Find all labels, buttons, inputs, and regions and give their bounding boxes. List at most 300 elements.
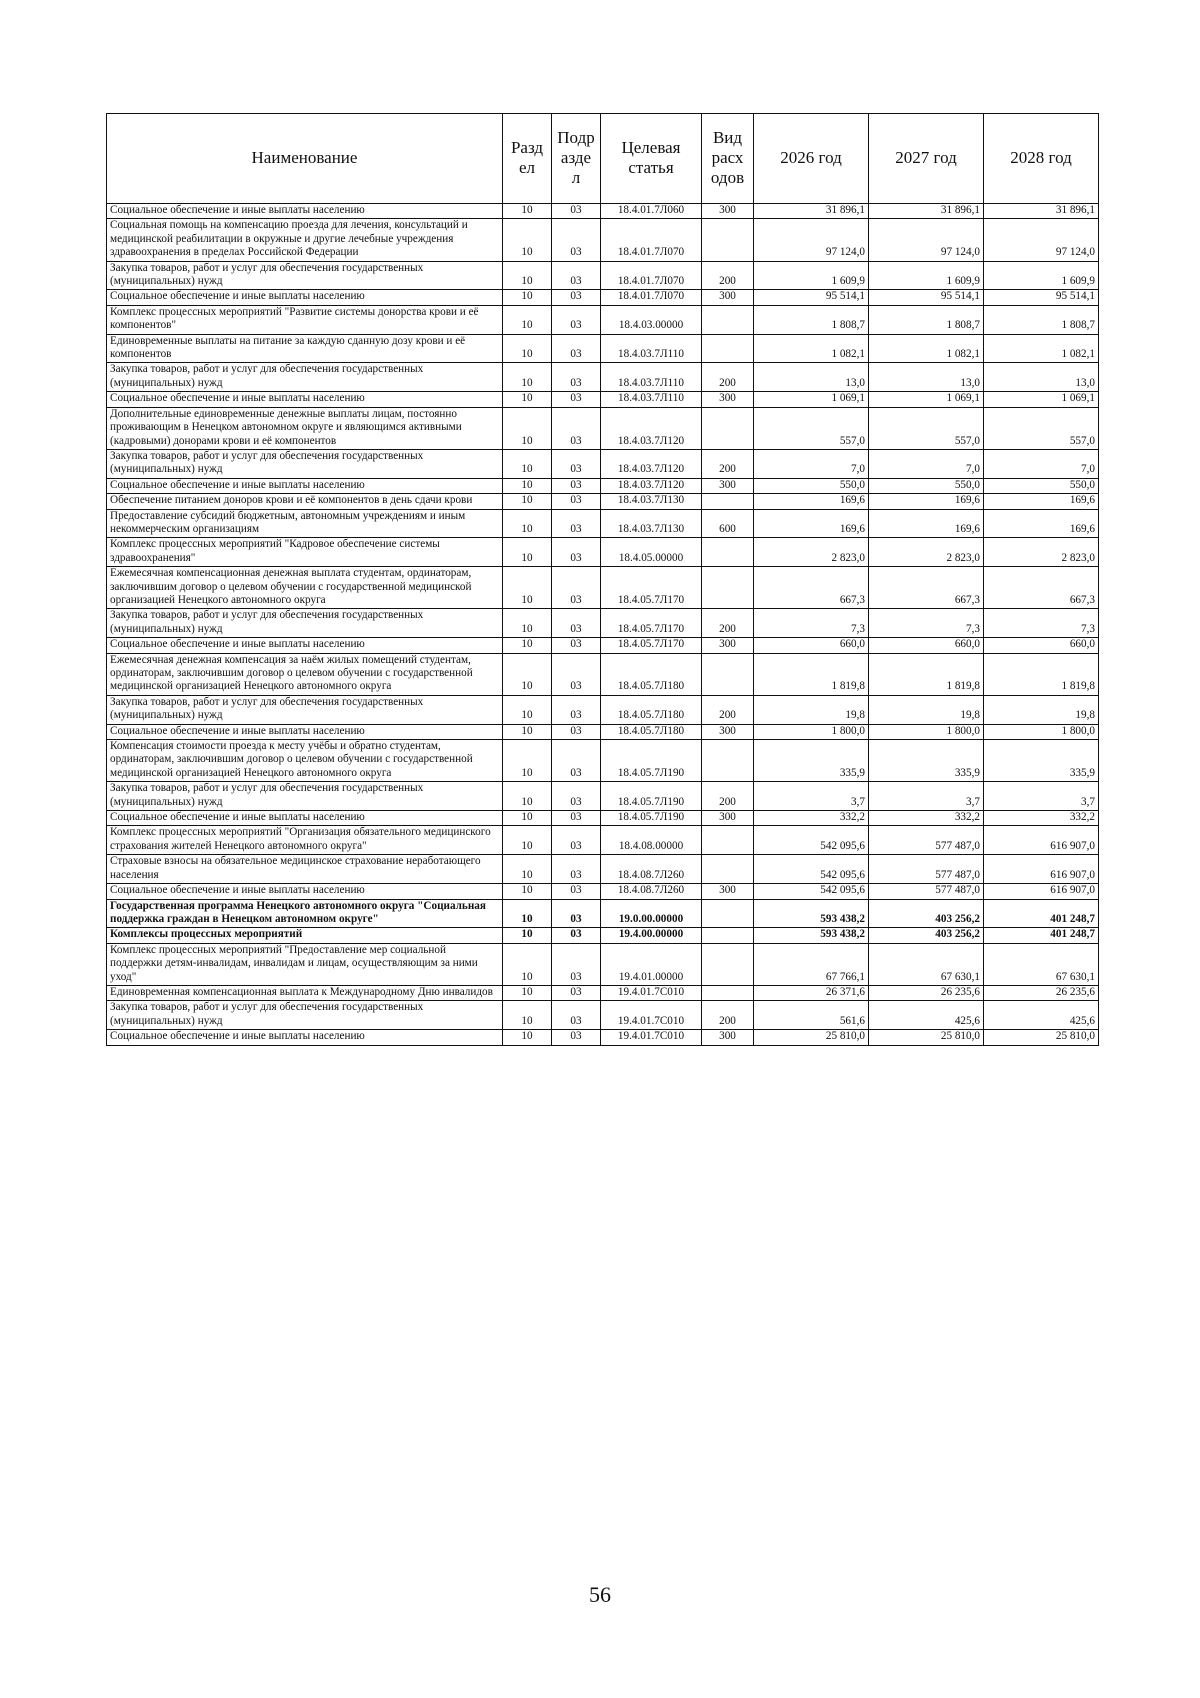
row-amount-2026: 3,7: [754, 782, 869, 811]
row-amount-2026: 542 095,6: [754, 826, 869, 855]
header-razdel: Разд ел: [503, 114, 552, 204]
row-amount-2026: 542 095,6: [754, 884, 869, 899]
row-target-article: 18.4.08.7Л260: [601, 884, 702, 899]
row-expense-type: 300: [702, 204, 754, 219]
row-name: Ежемесячная денежная компенсация за наём жилых помещений студентам, ординаторам, заключившим договор о целевом обучении с государственной медицинской организацией Ненецкого автономного округа: [107, 653, 503, 695]
row-podrazdel: 03: [552, 724, 601, 739]
row-amount-2028: 2 823,0: [984, 538, 1099, 567]
row-amount-2027: 1 800,0: [869, 724, 984, 739]
row-razdel: 10: [503, 985, 552, 1000]
row-amount-2028: 616 907,0: [984, 826, 1099, 855]
header-target-article: Целевая статья: [601, 114, 702, 204]
row-razdel: 10: [503, 290, 552, 305]
row-podrazdel: 03: [552, 695, 601, 724]
table-row: [107, 811, 1099, 826]
table-body: [107, 204, 1099, 1046]
row-name: Комплекс процессных мероприятий "Организация обязательного медицинского страхования жителей Ненецкого автономного округа": [107, 826, 503, 855]
row-razdel: 10: [503, 392, 552, 407]
row-razdel: 10: [503, 261, 552, 290]
row-amount-2028: 26 235,6: [984, 985, 1099, 1000]
row-amount-2026: 97 124,0: [754, 219, 869, 261]
row-name: Социальное обеспечение и иные выплаты населению: [107, 884, 503, 899]
row-razdel: 10: [503, 449, 552, 478]
row-amount-2027: 577 487,0: [869, 826, 984, 855]
row-expense-type: [702, 943, 754, 985]
row-amount-2026: 31 896,1: [754, 204, 869, 219]
row-amount-2026: 1 808,7: [754, 305, 869, 334]
table-row: [107, 392, 1099, 407]
table-row: [107, 538, 1099, 567]
row-amount-2026: 67 766,1: [754, 943, 869, 985]
row-expense-type: 200: [702, 363, 754, 392]
row-expense-type: [702, 334, 754, 363]
row-name: Комплекс процессных мероприятий "Развитие системы донорства крови и её компонентов": [107, 305, 503, 334]
row-amount-2026: 26 371,6: [754, 985, 869, 1000]
row-razdel: 10: [503, 1001, 552, 1030]
row-target-article: 18.4.03.7Л110: [601, 334, 702, 363]
row-amount-2028: 25 810,0: [984, 1030, 1099, 1045]
row-target-article: 18.4.05.7Л170: [601, 609, 702, 638]
row-name: Государственная программа Ненецкого автономного округа "Социальная поддержка граждан в Ненецком автономном округе": [107, 899, 503, 928]
row-podrazdel: 03: [552, 855, 601, 884]
row-razdel: 10: [503, 782, 552, 811]
page-number: 56: [589, 1582, 611, 1607]
row-amount-2028: 335,9: [984, 740, 1099, 782]
row-name: Закупка товаров, работ и услуг для обеспечения государственных (муниципальных) нужд: [107, 363, 503, 392]
row-podrazdel: 03: [552, 609, 601, 638]
row-amount-2028: 1 609,9: [984, 261, 1099, 290]
row-amount-2027: 1 819,8: [869, 653, 984, 695]
row-expense-type: [702, 928, 754, 943]
row-razdel: 10: [503, 638, 552, 653]
row-razdel: 10: [503, 478, 552, 493]
row-name: Обеспечение питанием доноров крови и её компонентов в день сдачи крови: [107, 494, 503, 509]
budget-table-container: [106, 113, 1098, 1046]
row-amount-2028: 169,6: [984, 494, 1099, 509]
row-amount-2027: 550,0: [869, 478, 984, 493]
row-amount-2027: 2 823,0: [869, 538, 984, 567]
header-name: Наименование: [107, 114, 503, 204]
row-razdel: 10: [503, 928, 552, 943]
row-target-article: 18.4.03.7Л110: [601, 392, 702, 407]
row-podrazdel: 03: [552, 653, 601, 695]
row-name: Социальное обеспечение и иные выплаты населению: [107, 204, 503, 219]
row-name: Социальное обеспечение и иные выплаты населению: [107, 724, 503, 739]
row-podrazdel: 03: [552, 638, 601, 653]
row-amount-2028: 1 800,0: [984, 724, 1099, 739]
row-amount-2028: 1 819,8: [984, 653, 1099, 695]
row-name: Компенсация стоимости проезда к месту учёбы и обратно студентам, ординаторам, заключившим договор о целевом обучении с государственной медицинской организацией Ненецкого автономного округа: [107, 740, 503, 782]
row-amount-2028: 97 124,0: [984, 219, 1099, 261]
row-razdel: 10: [503, 567, 552, 609]
row-name: Социальное обеспечение и иные выплаты населению: [107, 1030, 503, 1045]
row-name: Социальное обеспечение и иные выплаты населению: [107, 638, 503, 653]
row-podrazdel: 03: [552, 740, 601, 782]
table-row: [107, 1030, 1099, 1045]
row-amount-2027: 577 487,0: [869, 855, 984, 884]
row-name: Дополнительные единовременные денежные выплаты лицам, постоянно проживающим в Ненецком автономном округе и являющимся активными (кадровыми) донорами крови и её компонентов: [107, 407, 503, 449]
row-razdel: 10: [503, 1030, 552, 1045]
row-amount-2028: 169,6: [984, 509, 1099, 538]
row-target-article: 18.4.01.7Л070: [601, 261, 702, 290]
row-amount-2026: 335,9: [754, 740, 869, 782]
row-amount-2028: 7,0: [984, 449, 1099, 478]
row-amount-2027: 403 256,2: [869, 928, 984, 943]
row-target-article: 18.4.05.7Л190: [601, 740, 702, 782]
row-podrazdel: 03: [552, 538, 601, 567]
row-amount-2027: 1 069,1: [869, 392, 984, 407]
row-podrazdel: 03: [552, 1030, 601, 1045]
row-podrazdel: 03: [552, 219, 601, 261]
row-target-article: 18.4.01.7Л060: [601, 204, 702, 219]
row-name: Закупка товаров, работ и услуг для обеспечения государственных (муниципальных) нужд: [107, 695, 503, 724]
row-target-article: 18.4.05.7Л170: [601, 567, 702, 609]
row-name: Закупка товаров, работ и услуг для обеспечения государственных (муниципальных) нужд: [107, 261, 503, 290]
row-amount-2026: 550,0: [754, 478, 869, 493]
row-name: Закупка товаров, работ и услуг для обеспечения государственных (муниципальных) нужд: [107, 609, 503, 638]
row-expense-type: 200: [702, 261, 754, 290]
row-expense-type: [702, 899, 754, 928]
row-amount-2028: 1 069,1: [984, 392, 1099, 407]
row-expense-type: [702, 653, 754, 695]
row-podrazdel: 03: [552, 567, 601, 609]
row-razdel: 10: [503, 811, 552, 826]
row-expense-type: 300: [702, 724, 754, 739]
row-expense-type: 200: [702, 1001, 754, 1030]
row-amount-2027: 25 810,0: [869, 1030, 984, 1045]
row-name: Социальная помощь на компенсацию проезда для лечения, консультаций и медицинской реабилитации в окружные и другие лечебные учреждения здравоохранения в пределах Российской Федерации: [107, 219, 503, 261]
row-razdel: 10: [503, 363, 552, 392]
row-amount-2027: 3,7: [869, 782, 984, 811]
row-podrazdel: 03: [552, 884, 601, 899]
row-expense-type: 300: [702, 478, 754, 493]
row-podrazdel: 03: [552, 985, 601, 1000]
row-amount-2027: 1 082,1: [869, 334, 984, 363]
row-razdel: 10: [503, 334, 552, 363]
row-expense-type: [702, 855, 754, 884]
row-target-article: 18.4.03.7Л120: [601, 449, 702, 478]
row-razdel: 10: [503, 740, 552, 782]
row-amount-2028: 660,0: [984, 638, 1099, 653]
row-podrazdel: 03: [552, 305, 601, 334]
row-target-article: 18.4.05.7Л180: [601, 724, 702, 739]
table-row: [107, 363, 1099, 392]
row-amount-2026: 1 069,1: [754, 392, 869, 407]
table-row: [107, 985, 1099, 1000]
row-podrazdel: 03: [552, 261, 601, 290]
row-name: Закупка товаров, работ и услуг для обеспечения государственных (муниципальных) нужд: [107, 449, 503, 478]
table-row: [107, 782, 1099, 811]
row-target-article: 18.4.05.00000: [601, 538, 702, 567]
row-target-article: 19.4.01.7С010: [601, 1030, 702, 1045]
row-expense-type: [702, 826, 754, 855]
row-target-article: 18.4.05.7Л170: [601, 638, 702, 653]
row-amount-2027: 19,8: [869, 695, 984, 724]
row-razdel: 10: [503, 509, 552, 538]
row-amount-2026: 7,3: [754, 609, 869, 638]
row-razdel: 10: [503, 219, 552, 261]
row-amount-2028: 31 896,1: [984, 204, 1099, 219]
row-expense-type: 300: [702, 884, 754, 899]
row-razdel: 10: [503, 407, 552, 449]
row-expense-type: 300: [702, 392, 754, 407]
row-name: Социальное обеспечение и иные выплаты населению: [107, 478, 503, 493]
row-target-article: 19.0.00.00000: [601, 899, 702, 928]
row-target-article: 18.4.01.7Л070: [601, 219, 702, 261]
row-target-article: 18.4.03.7Л120: [601, 478, 702, 493]
row-amount-2026: 95 514,1: [754, 290, 869, 305]
row-amount-2026: 593 438,2: [754, 928, 869, 943]
row-amount-2028: 425,6: [984, 1001, 1099, 1030]
row-razdel: 10: [503, 826, 552, 855]
row-amount-2027: 13,0: [869, 363, 984, 392]
header-year-2027: 2027 год: [869, 114, 984, 204]
row-expense-type: 200: [702, 449, 754, 478]
row-expense-type: 200: [702, 609, 754, 638]
row-target-article: 18.4.08.7Л260: [601, 855, 702, 884]
row-amount-2028: 616 907,0: [984, 855, 1099, 884]
row-target-article: 18.4.05.7Л190: [601, 811, 702, 826]
table-row: [107, 334, 1099, 363]
row-amount-2026: 2 823,0: [754, 538, 869, 567]
row-amount-2028: 557,0: [984, 407, 1099, 449]
table-row: [107, 1001, 1099, 1030]
row-expense-type: [702, 567, 754, 609]
row-podrazdel: 03: [552, 478, 601, 493]
row-podrazdel: 03: [552, 899, 601, 928]
row-razdel: 10: [503, 855, 552, 884]
row-amount-2028: 19,8: [984, 695, 1099, 724]
row-target-article: 18.4.05.7Л180: [601, 695, 702, 724]
row-amount-2028: 7,3: [984, 609, 1099, 638]
row-name: Социальное обеспечение и иные выплаты населению: [107, 811, 503, 826]
row-expense-type: [702, 494, 754, 509]
row-razdel: 10: [503, 538, 552, 567]
row-razdel: 10: [503, 884, 552, 899]
row-name: Комплекс процессных мероприятий "Предоставление мер социальной поддержки детям-инвалидам, инвалидам и лицам, осуществляющим за ними уход": [107, 943, 503, 985]
row-podrazdel: 03: [552, 407, 601, 449]
row-name: Социальное обеспечение и иные выплаты населению: [107, 392, 503, 407]
row-expense-type: [702, 740, 754, 782]
row-name: Единовременные выплаты на питание за каждую сданную дозу крови и её компонентов: [107, 334, 503, 363]
budget-table: [106, 113, 1099, 1046]
row-amount-2028: 667,3: [984, 567, 1099, 609]
header-expense-type: Вид расх одов: [702, 114, 754, 204]
row-amount-2026: 593 438,2: [754, 899, 869, 928]
row-target-article: 18.4.03.7Л130: [601, 509, 702, 538]
row-razdel: 10: [503, 695, 552, 724]
table-row: [107, 638, 1099, 653]
row-amount-2028: 1 808,7: [984, 305, 1099, 334]
row-podrazdel: 03: [552, 494, 601, 509]
row-razdel: 10: [503, 609, 552, 638]
row-amount-2027: 7,3: [869, 609, 984, 638]
row-razdel: 10: [503, 653, 552, 695]
row-amount-2027: 403 256,2: [869, 899, 984, 928]
row-razdel: 10: [503, 943, 552, 985]
row-amount-2026: 561,6: [754, 1001, 869, 1030]
row-podrazdel: 03: [552, 204, 601, 219]
row-amount-2027: 425,6: [869, 1001, 984, 1030]
table-row: [107, 204, 1099, 219]
row-amount-2026: 1 082,1: [754, 334, 869, 363]
row-expense-type: 300: [702, 290, 754, 305]
table-row: [107, 884, 1099, 899]
row-podrazdel: 03: [552, 290, 601, 305]
row-podrazdel: 03: [552, 811, 601, 826]
table-header-row: [107, 114, 1099, 204]
header-podrazdel: Подр азде л: [552, 114, 601, 204]
row-expense-type: [702, 538, 754, 567]
row-name: Закупка товаров, работ и услуг для обеспечения государственных (муниципальных) нужд: [107, 782, 503, 811]
row-amount-2027: 169,6: [869, 509, 984, 538]
row-expense-type: 300: [702, 638, 754, 653]
row-amount-2027: 95 514,1: [869, 290, 984, 305]
row-target-article: 19.4.00.00000: [601, 928, 702, 943]
row-name: Комплексы процессных мероприятий: [107, 928, 503, 943]
row-expense-type: 300: [702, 811, 754, 826]
row-amount-2027: 577 487,0: [869, 884, 984, 899]
header-year-2028: 2028 год: [984, 114, 1099, 204]
row-razdel: 10: [503, 494, 552, 509]
row-amount-2027: 31 896,1: [869, 204, 984, 219]
row-name: Социальное обеспечение и иные выплаты населению: [107, 290, 503, 305]
row-target-article: 19.4.01.7С010: [601, 1001, 702, 1030]
table-row: [107, 261, 1099, 290]
row-amount-2026: 1 800,0: [754, 724, 869, 739]
row-razdel: 10: [503, 204, 552, 219]
row-target-article: 19.4.01.00000: [601, 943, 702, 985]
row-amount-2028: 550,0: [984, 478, 1099, 493]
row-expense-type: 600: [702, 509, 754, 538]
row-amount-2026: 1 609,9: [754, 261, 869, 290]
table-row: [107, 609, 1099, 638]
row-amount-2026: 557,0: [754, 407, 869, 449]
row-amount-2028: 95 514,1: [984, 290, 1099, 305]
row-amount-2027: 97 124,0: [869, 219, 984, 261]
row-amount-2028: 616 907,0: [984, 884, 1099, 899]
table-row: [107, 943, 1099, 985]
row-target-article: 18.4.03.00000: [601, 305, 702, 334]
row-amount-2026: 25 810,0: [754, 1030, 869, 1045]
row-expense-type: 200: [702, 695, 754, 724]
table-row: [107, 494, 1099, 509]
row-amount-2027: 169,6: [869, 494, 984, 509]
row-name: Комплекс процессных мероприятий "Кадровое обеспечение системы здравоохранения": [107, 538, 503, 567]
row-target-article: 18.4.08.00000: [601, 826, 702, 855]
row-amount-2028: 67 630,1: [984, 943, 1099, 985]
row-amount-2028: 1 082,1: [984, 334, 1099, 363]
table-row: [107, 826, 1099, 855]
row-podrazdel: 03: [552, 363, 601, 392]
row-amount-2027: 1 609,9: [869, 261, 984, 290]
row-amount-2026: 542 095,6: [754, 855, 869, 884]
row-amount-2026: 332,2: [754, 811, 869, 826]
table-row: [107, 305, 1099, 334]
table-row: [107, 695, 1099, 724]
row-amount-2028: 401 248,7: [984, 928, 1099, 943]
table-row: [107, 509, 1099, 538]
row-target-article: 18.4.05.7Л180: [601, 653, 702, 695]
row-expense-type: [702, 219, 754, 261]
row-amount-2027: 335,9: [869, 740, 984, 782]
table-row: [107, 567, 1099, 609]
row-name: Закупка товаров, работ и услуг для обеспечения государственных (муниципальных) нужд: [107, 1001, 503, 1030]
row-amount-2028: 401 248,7: [984, 899, 1099, 928]
table-row: [107, 653, 1099, 695]
row-amount-2027: 660,0: [869, 638, 984, 653]
row-name: Предоставление субсидий бюджетным, автономным учреждениям и иным некоммерческим организациям: [107, 509, 503, 538]
row-podrazdel: 03: [552, 943, 601, 985]
row-amount-2027: 67 630,1: [869, 943, 984, 985]
row-amount-2026: 660,0: [754, 638, 869, 653]
table-row: [107, 478, 1099, 493]
header-year-2026: 2026 год: [754, 114, 869, 204]
row-amount-2028: 3,7: [984, 782, 1099, 811]
row-amount-2026: 13,0: [754, 363, 869, 392]
table-row: [107, 899, 1099, 928]
row-expense-type: 300: [702, 1030, 754, 1045]
row-expense-type: [702, 985, 754, 1000]
table-row: [107, 290, 1099, 305]
row-amount-2026: 7,0: [754, 449, 869, 478]
row-amount-2027: 1 808,7: [869, 305, 984, 334]
row-amount-2026: 169,6: [754, 509, 869, 538]
row-podrazdel: 03: [552, 449, 601, 478]
row-target-article: 18.4.05.7Л190: [601, 782, 702, 811]
row-expense-type: [702, 305, 754, 334]
row-podrazdel: 03: [552, 782, 601, 811]
table-row: [107, 219, 1099, 261]
row-razdel: 10: [503, 305, 552, 334]
row-amount-2027: 7,0: [869, 449, 984, 478]
table-row: [107, 928, 1099, 943]
row-name: Страховые взносы на обязательное медицинское страхование неработающего населения: [107, 855, 503, 884]
row-amount-2026: 19,8: [754, 695, 869, 724]
row-target-article: 19.4.01.7С010: [601, 985, 702, 1000]
row-amount-2028: 332,2: [984, 811, 1099, 826]
row-podrazdel: 03: [552, 509, 601, 538]
row-podrazdel: 03: [552, 334, 601, 363]
table-row: [107, 855, 1099, 884]
table-row: [107, 740, 1099, 782]
row-amount-2026: 169,6: [754, 494, 869, 509]
row-expense-type: 200: [702, 782, 754, 811]
table-row: [107, 407, 1099, 449]
row-podrazdel: 03: [552, 392, 601, 407]
row-amount-2027: 26 235,6: [869, 985, 984, 1000]
row-podrazdel: 03: [552, 1001, 601, 1030]
table-row: [107, 724, 1099, 739]
row-amount-2028: 13,0: [984, 363, 1099, 392]
row-amount-2027: 557,0: [869, 407, 984, 449]
row-target-article: 18.4.01.7Л070: [601, 290, 702, 305]
row-podrazdel: 03: [552, 826, 601, 855]
row-amount-2026: 667,3: [754, 567, 869, 609]
table-row: [107, 449, 1099, 478]
row-razdel: 10: [503, 899, 552, 928]
row-expense-type: [702, 407, 754, 449]
row-amount-2027: 332,2: [869, 811, 984, 826]
row-amount-2026: 1 819,8: [754, 653, 869, 695]
row-razdel: 10: [503, 724, 552, 739]
row-podrazdel: 03: [552, 928, 601, 943]
row-target-article: 18.4.03.7Л130: [601, 494, 702, 509]
row-name: Ежемесячная компенсационная денежная выплата студентам, ординаторам, заключившим договор о целевом обучении с государственной медицинской организацией Ненецкого автономного округа: [107, 567, 503, 609]
row-target-article: 18.4.03.7Л120: [601, 407, 702, 449]
row-amount-2027: 667,3: [869, 567, 984, 609]
row-name: Единовременная компенсационная выплата к Международному Дню инвалидов: [107, 985, 503, 1000]
